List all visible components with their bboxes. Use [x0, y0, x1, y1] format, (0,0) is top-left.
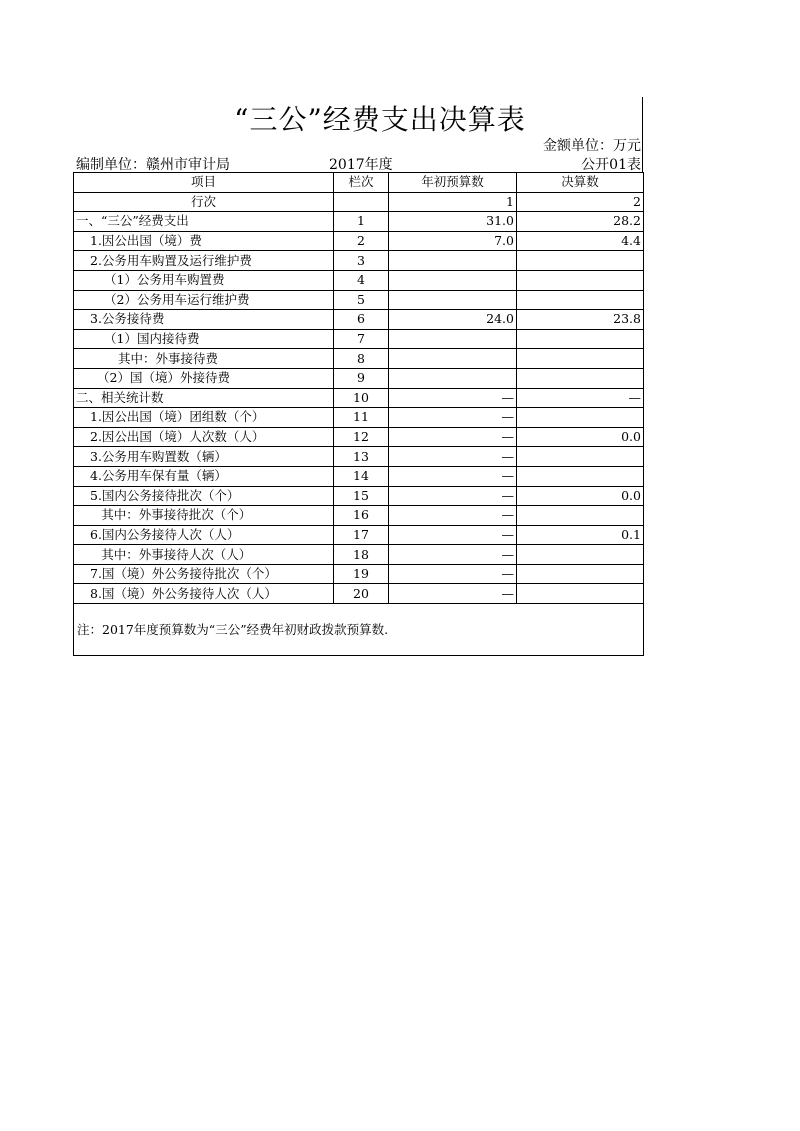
- row-column-no: 14: [334, 466, 389, 486]
- amount-unit: 金额单位：万元: [543, 138, 641, 154]
- row-index-blank: [334, 192, 389, 212]
- organization-label: 编制单位：赣州市审计局: [76, 157, 230, 173]
- table-row: [74, 368, 644, 388]
- row-column-no: 20: [334, 584, 389, 604]
- row-budget: —: [389, 408, 517, 428]
- row-column-no: 6: [334, 310, 389, 330]
- row-actual: 0.0: [517, 427, 644, 447]
- row-budget: —: [389, 427, 517, 447]
- row-budget: —: [389, 388, 517, 408]
- row-column-no: 4: [334, 270, 389, 290]
- row-actual: [517, 408, 644, 428]
- row-budget: —: [389, 584, 517, 604]
- row-item: 1.因公出国（境）费: [74, 231, 334, 251]
- row-actual: [517, 545, 644, 565]
- row-actual: [517, 270, 644, 290]
- row-column-no: 3: [334, 251, 389, 271]
- table-row: [74, 310, 644, 330]
- row-budget: 24.0: [389, 310, 517, 330]
- fiscal-year: 2017年度: [329, 157, 393, 173]
- table-row: [74, 525, 644, 545]
- table-row: [74, 427, 644, 447]
- row-budget: —: [389, 506, 517, 526]
- row-column-no: 10: [334, 388, 389, 408]
- table-row: [74, 447, 644, 467]
- row-actual: [517, 466, 644, 486]
- row-budget: [389, 349, 517, 369]
- row-actual: [517, 368, 644, 388]
- row-actual: 23.8: [517, 310, 644, 330]
- row-column-no: 7: [334, 329, 389, 349]
- row-item: 1.因公出国（境）团组数（个）: [74, 408, 334, 428]
- row-column-no: 18: [334, 545, 389, 565]
- row-item: 6.国内公务接待人次（人）: [74, 525, 334, 545]
- header-item: 项目: [74, 173, 334, 193]
- header-row: [74, 173, 644, 193]
- row-item: 2.因公出国（境）人次数（人）: [74, 427, 334, 447]
- row-column-no: 19: [334, 564, 389, 584]
- row-column-no: 16: [334, 506, 389, 526]
- row-actual: 0.1: [517, 525, 644, 545]
- row-actual: [517, 251, 644, 271]
- row-item: 5.国内公务接待批次（个）: [74, 486, 334, 506]
- table-row: [74, 349, 644, 369]
- row-column-no: 17: [334, 525, 389, 545]
- row-column-no: 12: [334, 427, 389, 447]
- table-row: [74, 329, 644, 349]
- table-row: [74, 466, 644, 486]
- row-budget: —: [389, 545, 517, 565]
- row-budget: —: [389, 447, 517, 467]
- row-item: 4.公务用车保有量（辆）: [74, 466, 334, 486]
- row-column-no: 1: [334, 212, 389, 232]
- row-item: 其中：外事接待批次（个）: [74, 506, 334, 526]
- row-item: （2）国（境）外接待费: [74, 368, 334, 388]
- row-budget: [389, 251, 517, 271]
- report-meta: [74, 154, 643, 172]
- row-actual: [517, 506, 644, 526]
- table-row: [74, 545, 644, 565]
- row-item: （1）公务用车购置费: [74, 270, 334, 290]
- row-actual: [517, 564, 644, 584]
- row-budget: [389, 290, 517, 310]
- table-row: [74, 270, 644, 290]
- row-column-no: 11: [334, 408, 389, 428]
- table-row: [74, 408, 644, 428]
- header-budget: 年初预算数: [389, 173, 517, 193]
- row-item: 7.国（境）外公务接待批次（个）: [74, 564, 334, 584]
- row-actual: 0.0: [517, 486, 644, 506]
- table-row: [74, 290, 644, 310]
- table-row: [74, 251, 644, 271]
- row-item: 其中：外事接待费: [74, 349, 334, 369]
- row-budget: —: [389, 466, 517, 486]
- page-title: “三公”经费支出决算表: [234, 103, 526, 136]
- row-actual: [517, 329, 644, 349]
- header-column-no: 栏次: [334, 173, 389, 193]
- row-item: 二、相关统计数: [74, 388, 334, 408]
- row-budget: —: [389, 486, 517, 506]
- row-actual: 4.4: [517, 231, 644, 251]
- row-column-no: 9: [334, 368, 389, 388]
- table-row: [74, 231, 644, 251]
- row-item: 3.公务用车购置数（辆）: [74, 447, 334, 467]
- form-code: 公开01表: [581, 157, 641, 173]
- row-actual: [517, 349, 644, 369]
- row-actual: [517, 290, 644, 310]
- row-item: 3.公务接待费: [74, 310, 334, 330]
- column-index-row: [74, 192, 644, 212]
- row-index-actual: 2: [517, 192, 644, 212]
- row-column-no: 5: [334, 290, 389, 310]
- row-budget: 31.0: [389, 212, 517, 232]
- row-actual: [517, 584, 644, 604]
- row-column-no: 8: [334, 349, 389, 369]
- table-row: [74, 564, 644, 584]
- row-column-no: 15: [334, 486, 389, 506]
- footnote: 注：2017年度预算数为“三公”经费年初财政拨款预算数.: [74, 604, 644, 656]
- row-column-no: 13: [334, 447, 389, 467]
- row-item: 一、“三公”经费支出: [74, 212, 334, 232]
- row-index-budget: 1: [389, 192, 517, 212]
- row-budget: [389, 368, 517, 388]
- row-budget: 7.0: [389, 231, 517, 251]
- table-row: [74, 506, 644, 526]
- row-actual: —: [517, 388, 644, 408]
- row-item: （1）国内接待费: [74, 329, 334, 349]
- row-item: （2）公务用车运行维护费: [74, 290, 334, 310]
- row-actual: [517, 447, 644, 467]
- row-budget: [389, 329, 517, 349]
- table-row: [74, 584, 644, 604]
- row-actual: 28.2: [517, 212, 644, 232]
- table-row: [74, 212, 644, 232]
- row-item: 其中：外事接待人次（人）: [74, 545, 334, 565]
- row-budget: —: [389, 525, 517, 545]
- row-index-label: 行次: [74, 192, 334, 212]
- note-row: [74, 604, 644, 656]
- row-budget: —: [389, 564, 517, 584]
- header-actual: 决算数: [517, 173, 644, 193]
- row-column-no: 2: [334, 231, 389, 251]
- row-item: 2.公务用车购置及运行维护费: [74, 251, 334, 271]
- row-budget: [389, 270, 517, 290]
- expense-table: [73, 172, 644, 656]
- table-row: [74, 486, 644, 506]
- table-row: [74, 388, 644, 408]
- row-item: 8.国（境）外公务接待人次（人）: [74, 584, 334, 604]
